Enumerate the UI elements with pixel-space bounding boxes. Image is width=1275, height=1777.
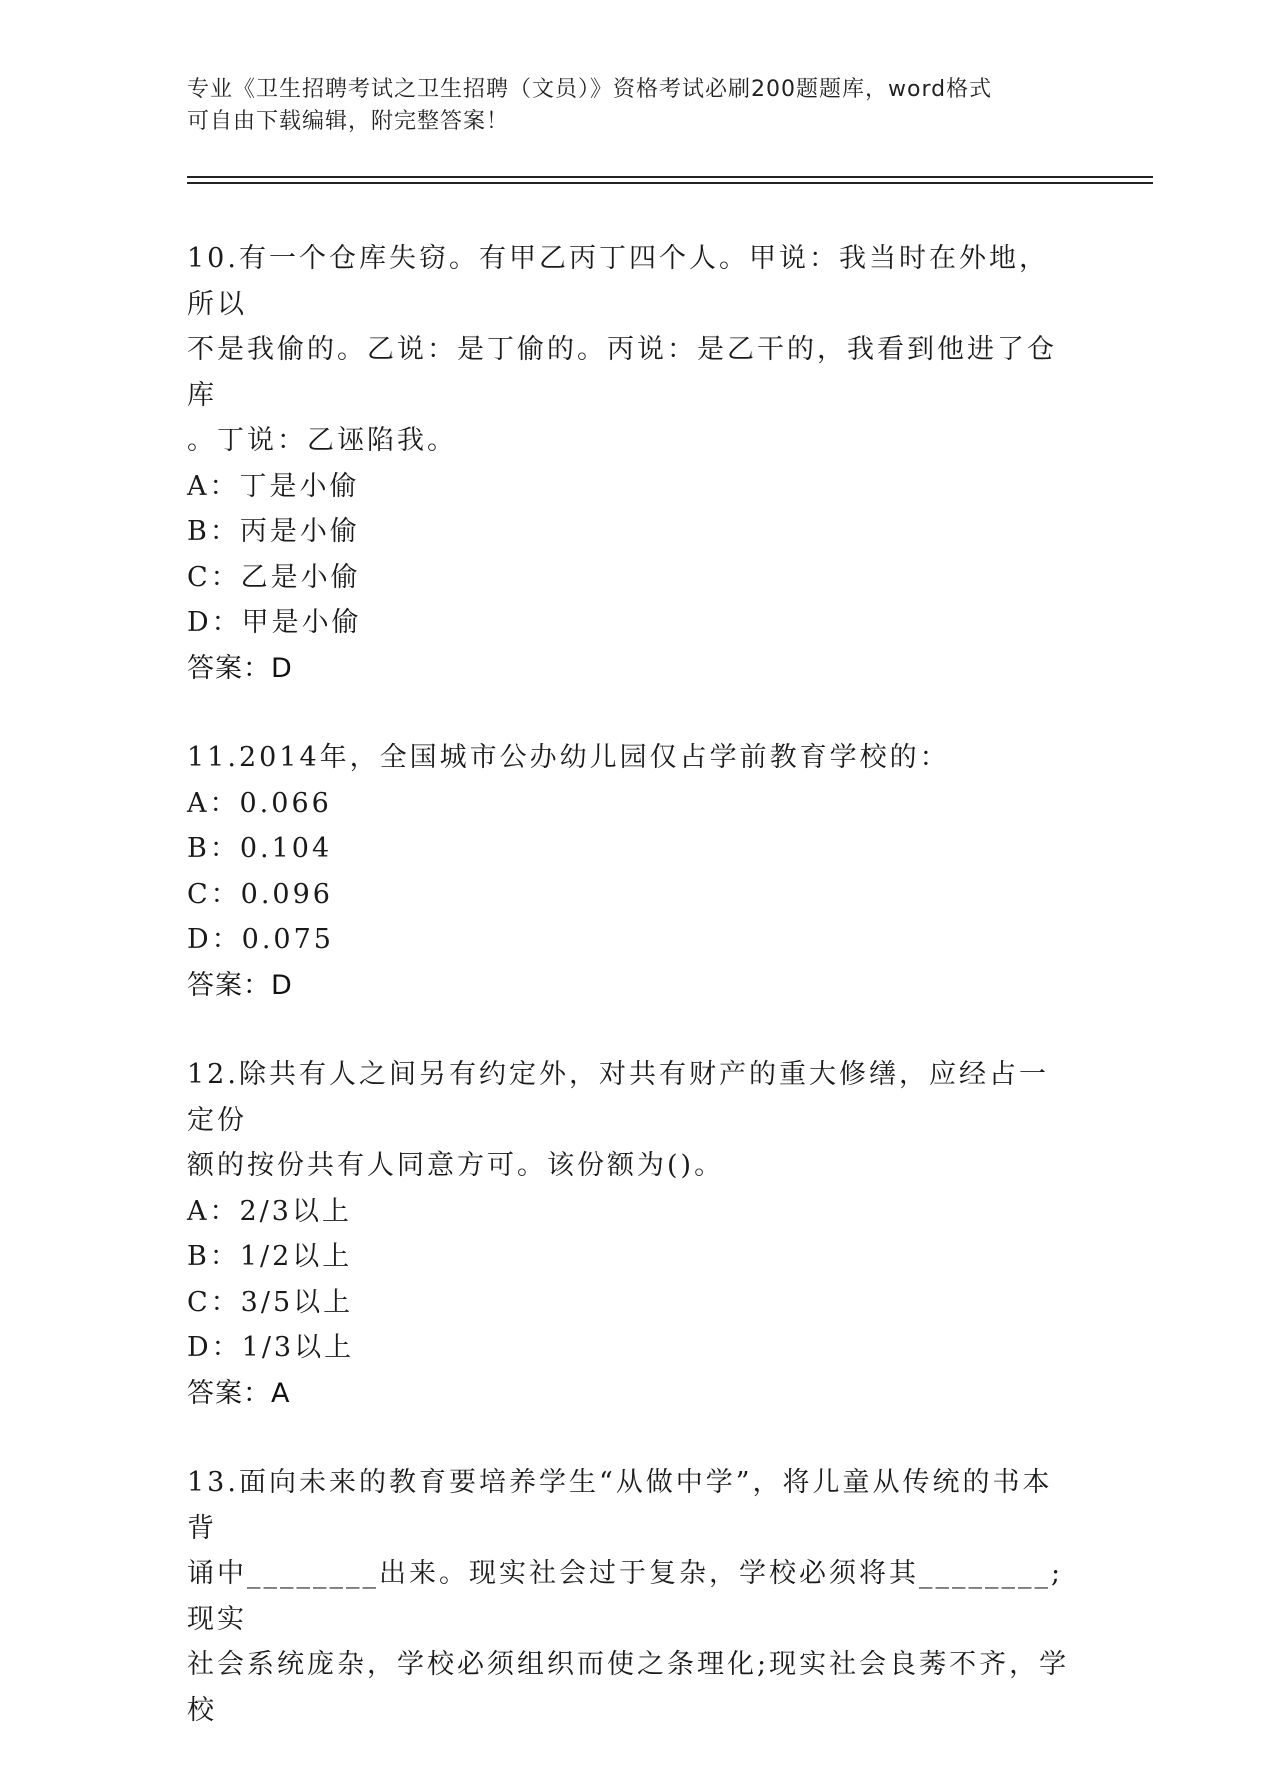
answer-line: 答案：D — [187, 969, 293, 1001]
question-text-line: 。丁说：乙诬陷我。 — [187, 425, 457, 456]
header-line-2: 可自由下载编辑，附完整答案！ — [187, 109, 510, 134]
option-key: C： — [187, 561, 241, 593]
answer-line: 答案：D — [187, 652, 293, 684]
option-text: 1/2以上 — [239, 1241, 353, 1272]
option-text: 3/5以上 — [240, 1286, 354, 1318]
option-c — [187, 555, 1077, 601]
option-a — [187, 781, 1077, 827]
option-text: 0.096 — [240, 878, 333, 910]
option-key: D： — [187, 1332, 242, 1363]
option-text: 0.075 — [241, 924, 334, 955]
option-key: B： — [187, 833, 240, 864]
question-text-line: 12.除共有人之间另有约定外，对共有财产的重大修缮，应经占一定份 — [187, 1059, 1049, 1136]
option-key: C： — [187, 878, 241, 910]
question-10 — [187, 236, 1077, 691]
option-key: A： — [187, 787, 240, 819]
option-text: 丙是小偷 — [239, 516, 360, 547]
option-text: 2/3以上 — [239, 1195, 352, 1227]
question-13 — [187, 1460, 1077, 1733]
option-key: B： — [187, 1241, 240, 1272]
question-text-line: 诵中________出来。现实社会过于复杂，学校必须将其________;现实 — [187, 1558, 1064, 1635]
option-text: 乙是小偷 — [240, 561, 361, 593]
option-b — [187, 509, 1077, 555]
option-d — [187, 1325, 1077, 1371]
question-text-line: 11.2014年，全国城市公办幼儿园仅占学前教育学校的： — [187, 742, 950, 773]
question-12 — [187, 1052, 1077, 1416]
option-text: 0.066 — [239, 787, 332, 819]
option-c — [187, 1280, 1077, 1326]
option-key: A： — [187, 1195, 240, 1227]
option-text: 0.104 — [239, 833, 333, 864]
option-key: D： — [187, 924, 242, 955]
option-text: 丁是小偷 — [239, 470, 360, 502]
question-text-line: 不是我偷的。乙说：是丁偷的。丙说：是乙干的，我看到他进了仓库 — [187, 334, 1057, 411]
option-key: B： — [187, 516, 240, 547]
option-a — [187, 1189, 1077, 1235]
option-b — [187, 826, 1077, 872]
answer-line: 答案：A — [187, 1377, 291, 1409]
option-d — [187, 917, 1077, 963]
question-text-line: 10.有一个仓库失窃。有甲乙丙丁四个人。甲说：我当时在外地，所以 — [187, 243, 1049, 320]
document-header — [187, 74, 1067, 138]
option-b — [187, 1234, 1077, 1280]
header-divider-bottom — [187, 182, 1153, 184]
question-11 — [187, 735, 1077, 1008]
option-key: A： — [187, 470, 240, 502]
option-key: C： — [187, 1286, 241, 1318]
question-text-line: 额的按份共有人同意方可。该份额为()。 — [187, 1150, 725, 1181]
option-d — [187, 600, 1077, 646]
header-line-1: 专业《卫生招聘考试之卫生招聘（文员）》资格考试必刷200题题库，word格式 — [187, 77, 993, 102]
option-text: 甲是小偷 — [241, 607, 362, 638]
header-divider-top — [187, 176, 1153, 178]
question-text-line: 13.面向未来的教育要培养学生“从做中学”，将儿童从传统的书本背 — [187, 1467, 1053, 1544]
option-a — [187, 464, 1077, 510]
option-key: D： — [187, 607, 242, 638]
question-list — [187, 236, 1077, 1777]
option-c — [187, 872, 1077, 918]
option-text: 1/3以上 — [241, 1332, 355, 1363]
question-text-line: 社会系统庞杂，学校必须组织而使之条理化;现实社会良莠不齐，学校 — [187, 1649, 1070, 1726]
